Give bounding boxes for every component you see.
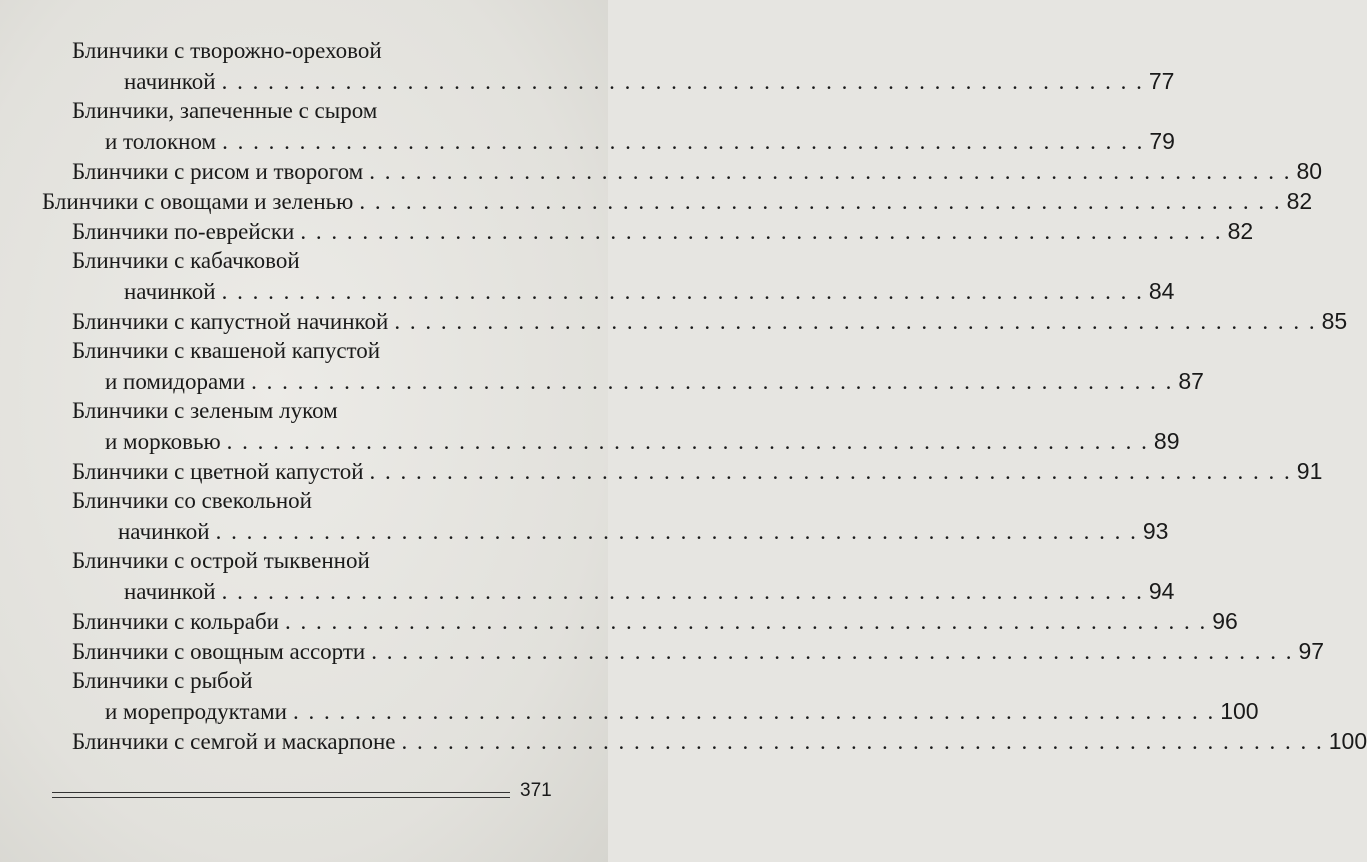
toc-entry-title: Блинчики со свекольной [72, 488, 312, 513]
toc-entry-line [72, 216, 1254, 246]
toc-entry-title: Блинчики с рыбой [72, 668, 253, 693]
toc-entry-title: Блинчики с зеленым луком [72, 398, 338, 423]
leader-dots: . . . . . . . . . . . . . . . . . . . . . . . . . . . . . . . . . . . . . . . . . . . . . . . . . . . . . . . . . . . . [221, 69, 1144, 94]
toc-page-number: 91 [1296, 458, 1323, 484]
leader-dots: . . . . . . . . . . . . . . . . . . . . . . . . . . . . . . . . . . . . . . . . . . . . . . . . . . . . . . . . . . . . [221, 279, 1144, 304]
toc-entry-line [118, 516, 1169, 546]
leader-dots: . . . . . . . . . . . . . . . . . . . . . . . . . . . . . . . . . . . . . . . . . . . . . . . . . . . . . . . . . . . . [394, 309, 1317, 334]
toc-page-number: 87 [1178, 368, 1204, 394]
toc-page-number: 84 [1148, 278, 1175, 304]
leader-dots: . . . . . . . . . . . . . . . . . . . . . . . . . . . . . . . . . . . . . . . . . . . . . . . . . . . . . . . . . . . . [369, 159, 1292, 184]
toc-entry-line [124, 576, 1175, 606]
toc-page-number: 80 [1296, 158, 1323, 184]
toc-entry-line [42, 186, 1313, 216]
leader-dots: . . . . . . . . . . . . . . . . . . . . . . . . . . . . . . . . . . . . . . . . . . . . . . . . . . . . . . . . . . . . [401, 729, 1324, 754]
toc-entry-line [72, 306, 1348, 336]
leader-dots: . . . . . . . . . . . . . . . . . . . . . . . . . . . . . . . . . . . . . . . . . . . . . . . . . . . . . . . . . . . . [292, 699, 1216, 724]
toc-entry-title: Блинчики по-еврейски [72, 219, 295, 244]
toc-entry-line-continued [72, 36, 382, 66]
toc-entry-title: Блинчики с рисом и творогом [72, 159, 364, 184]
toc-entry-title: и толокном [105, 129, 217, 154]
leader-dots: . . . . . . . . . . . . . . . . . . . . . . . . . . . . . . . . . . . . . . . . . . . . . . . . . . . . . . . . . . . . [284, 609, 1208, 634]
toc-entry-title: и морепродуктами [105, 699, 287, 724]
leader-dots: . . . . . . . . . . . . . . . . . . . . . . . . . . . . . . . . . . . . . . . . . . . . . . . . . . . . . . . . . . . . [226, 429, 1149, 454]
leader-dots: . . . . . . . . . . . . . . . . . . . . . . . . . . . . . . . . . . . . . . . . . . . . . . . . . . . . . . . . . . . . [222, 129, 1145, 154]
toc-entry-line [124, 66, 1175, 96]
toc-entry-line [105, 126, 1175, 156]
toc-entry-line-continued [72, 246, 300, 276]
toc-entry-title: Блинчики с квашеной капустой [72, 338, 381, 363]
toc-entry-line [72, 636, 1325, 666]
toc-entry-line-continued [72, 96, 377, 126]
toc-entry-title: Блинчики, запеченные с сыром [72, 98, 378, 123]
footer-rule-top [52, 792, 510, 793]
footer-rule-bottom [52, 797, 510, 798]
toc-page-number: 93 [1142, 518, 1169, 544]
toc-entry-line-continued [72, 396, 338, 426]
toc-entry-title: Блинчики с кабачковой [72, 248, 300, 273]
leader-dots: . . . . . . . . . . . . . . . . . . . . . . . . . . . . . . . . . . . . . . . . . . . . . . . . . . . . . . . . . . . . [359, 189, 1282, 214]
leader-dots: . . . . . . . . . . . . . . . . . . . . . . . . . . . . . . . . . . . . . . . . . . . . . . . . . . . . . . . . . . . . [221, 579, 1144, 604]
toc-entry-title: начинкой [124, 579, 216, 604]
toc-page-number: 100 [1328, 728, 1367, 754]
toc-entry-line [105, 366, 1204, 396]
page-number: 371 [520, 780, 552, 801]
toc-entry-title: Блинчики с овощами и зеленью [42, 189, 354, 214]
toc-entry-title: начинкой [124, 69, 216, 94]
toc-entry-line-continued [72, 546, 370, 576]
toc-entry-line [124, 276, 1175, 306]
toc-entry-title: Блинчики с творожно-ореховой [72, 38, 382, 63]
leader-dots: . . . . . . . . . . . . . . . . . . . . . . . . . . . . . . . . . . . . . . . . . . . . . . . . . . . . . . . . . . . . [369, 459, 1292, 484]
toc-entry-line [105, 426, 1180, 456]
toc-page-number: 82 [1227, 218, 1254, 244]
toc-entry-line [105, 696, 1259, 726]
toc-entry-title: Блинчики с цветной капустой [72, 459, 364, 484]
toc-entry-title: начинкой [118, 519, 210, 544]
toc-entry-line [72, 156, 1323, 186]
toc-entry-title: Блинчики с семгой и маскарпоне [72, 729, 396, 754]
toc-page-number: 77 [1148, 68, 1175, 94]
toc-entry-title: Блинчики с овощным ассорти [72, 639, 366, 664]
toc-entry-line-continued [72, 336, 380, 366]
toc-entry-line-continued [72, 666, 253, 696]
leader-dots: . . . . . . . . . . . . . . . . . . . . . . . . . . . . . . . . . . . . . . . . . . . . . . . . . . . . . . . . . . . . [371, 639, 1294, 664]
leader-dots: . . . . . . . . . . . . . . . . . . . . . . . . . . . . . . . . . . . . . . . . . . . . . . . . . . . . . . . . . . . . [215, 519, 1138, 544]
toc-entry-line [72, 606, 1238, 636]
toc-entry-title: начинкой [124, 279, 216, 304]
toc-entry-title: и помидорами [105, 369, 246, 394]
toc-entry-title: Блинчики с острой тыквенной [72, 548, 370, 573]
toc-entry-line-continued [72, 486, 312, 516]
toc-page-number: 82 [1286, 188, 1313, 214]
toc-page-number: 94 [1148, 578, 1175, 604]
toc-page-number: 96 [1212, 608, 1238, 634]
toc-page-number: 89 [1153, 428, 1180, 454]
toc-entry-line [72, 726, 1367, 756]
toc-entry-line [72, 456, 1323, 486]
toc-page-number: 97 [1298, 638, 1325, 664]
toc-entry-title: Блинчики с кольраби [72, 609, 279, 634]
toc-page-number: 100 [1220, 698, 1259, 724]
leader-dots: . . . . . . . . . . . . . . . . . . . . . . . . . . . . . . . . . . . . . . . . . . . . . . . . . . . . . . . . . . . . [251, 369, 1174, 394]
toc-page-number: 79 [1149, 128, 1175, 154]
toc-page-number: 85 [1321, 308, 1348, 334]
leader-dots: . . . . . . . . . . . . . . . . . . . . . . . . . . . . . . . . . . . . . . . . . . . . . . . . . . . . . . . . . . . . [300, 219, 1223, 244]
toc-entry-title: и морковью [105, 429, 221, 454]
toc-entry-title: Блинчики с капустной начинкой [72, 309, 389, 334]
